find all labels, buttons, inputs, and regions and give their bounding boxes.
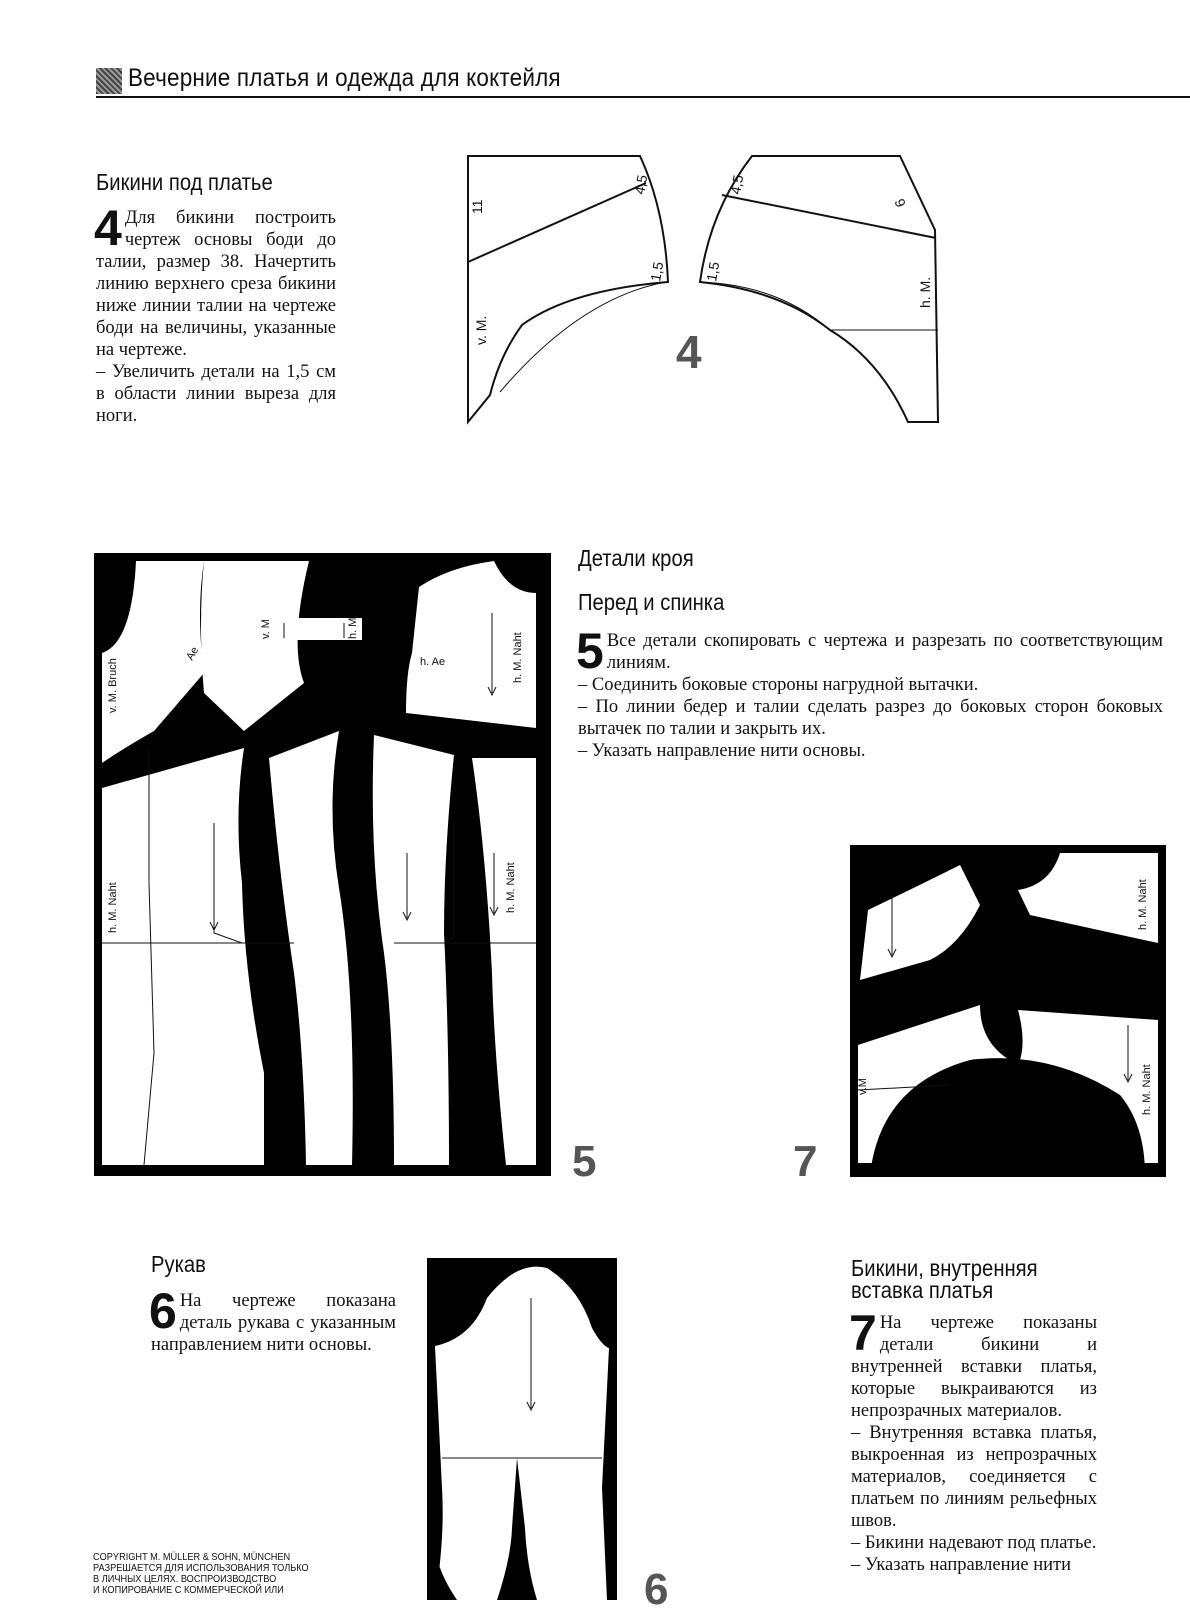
fig5-label-ae: Ae — [184, 644, 202, 663]
fig5-label-band-vm: v. M — [260, 619, 272, 639]
fig4-label-left-top: 4,5 — [631, 173, 651, 196]
fig7-label-hm-naht-top: h. M. Naht — [1137, 879, 1149, 930]
section-5-item: – По линии бедер и талии сделать разрез до боковых сторон боковых вытачек по талии и закрыть их. — [578, 697, 1163, 739]
figure-7-bikini-insert-pieces — [850, 845, 1166, 1177]
section-7-title-line1: Бикини, внутренняя — [851, 1255, 1038, 1281]
section-6-text — [149, 1283, 396, 1356]
figure-7-number: 7 — [793, 1137, 818, 1186]
section-5-subtitle: Перед и спинка — [578, 589, 725, 615]
section-7-title-line2: вставка платья — [851, 1277, 994, 1303]
section-4-text — [94, 200, 336, 427]
fig4-label-right-top: 4,5 — [727, 173, 747, 196]
fig5-label-hm-naht-top: h. M. Naht — [512, 632, 524, 683]
section-5-number: 5 — [576, 623, 604, 679]
fig5-label-hm-naht-right: h. M. Naht — [505, 862, 517, 913]
fig5-label-hae: h. Ae — [420, 656, 446, 668]
section-7-item: – Указать направление нити — [851, 1555, 1072, 1575]
figure-4-number: 4 — [676, 326, 702, 378]
copyright-line: COPYRIGHT M. MÜLLER & SOHN, MÜNCHEN — [93, 1552, 291, 1563]
fig5-label-vm-bruch: v. M. Bruch — [107, 658, 119, 713]
fig5-label-hm-naht-left: h. M. Naht — [107, 882, 119, 933]
section-4-paragraph: Для бикини построить чертеж основы боди до талии, размер 38. Начертить линию верхнего среза бикини ниже линии талии на чертеже боди на величины, указанные на чертеже. — [96, 208, 336, 360]
section-7-number: 7 — [849, 1305, 877, 1361]
figure-4-bikini-pattern — [460, 150, 950, 435]
section-5-item: – Указать направление нити основы. — [578, 741, 866, 761]
section-5-item: – Соединить боковые стороны нагрудной вытачки. — [578, 675, 979, 695]
fig4-label-right-mid: h. M. — [917, 276, 933, 308]
header-rule — [96, 96, 1190, 98]
figure-5-number: 5 — [572, 1137, 597, 1186]
section-5-title: Детали кроя — [578, 545, 694, 571]
section-6-number: 6 — [149, 1283, 177, 1339]
fig4-label-left-side: 11 — [469, 199, 485, 214]
fig4-label-right-side: 6 — [891, 196, 909, 210]
fig4-label-left-mid: v. M. — [473, 315, 489, 345]
section-4-item: – Увеличить детали на 1,5 см в области линии выреза для ноги. — [96, 362, 336, 426]
figure-6-sleeve-piece — [427, 1258, 617, 1600]
section-7-paragraph: На чертеже показаны детали бикини и внутренней вставки платья, которые выкраиваются из непрозрачных материалов. — [851, 1313, 1097, 1421]
copyright-line: В ЛИЧНЫХ ЦЕЛЯХ. ВОСПРОИЗВОДСТВО — [93, 1574, 277, 1585]
section-4-title: Бикини под платье — [96, 169, 273, 195]
section-6-title: Рукав — [151, 1251, 206, 1277]
section-6-paragraph: На чертеже показана деталь рукава с указанным направлением нити основы. — [151, 1291, 396, 1355]
copyright-line: РАЗРЕШАЕТСЯ ДЛЯ ИСПОЛЬЗОВАНИЯ ТОЛЬКО — [93, 1563, 309, 1574]
section-7-item: – Внутренняя вставка платья, выкроенная из непрозрачных материалов, соединяется с платьем по линиям рельефных швов. — [851, 1423, 1097, 1531]
figure-5-front-back-pieces — [94, 553, 551, 1176]
fig4-label-right-leg: 1,5 — [703, 260, 723, 283]
copyright-line: И КОПИРОВАНИЕ С КОММЕРЧЕСКОЙ ИЛИ — [93, 1585, 284, 1596]
section-7-text — [849, 1305, 1097, 1576]
fig7-label-hm-naht-bottom: h. M. Naht — [1141, 1064, 1153, 1115]
fig4-label-left-leg: 1,5 — [647, 260, 667, 283]
page-title: Вечерние платья и одежда для коктейля — [128, 64, 561, 92]
section-4-number: 4 — [94, 200, 122, 256]
figure-6-number: 6 — [644, 1565, 669, 1614]
copyright-notice — [93, 1552, 332, 1596]
header-marker-icon — [96, 68, 122, 94]
fig5-label-band-hm: h. M — [347, 617, 359, 639]
section-5-paragraph: Все детали скопировать с чертежа и разрезать по соответствующим линиям. — [606, 631, 1163, 673]
section-7-item: – Бикини надевают под платье. — [851, 1533, 1097, 1553]
section-5-text — [576, 623, 1163, 762]
fig7-label-vm: v.M — [857, 1078, 869, 1095]
